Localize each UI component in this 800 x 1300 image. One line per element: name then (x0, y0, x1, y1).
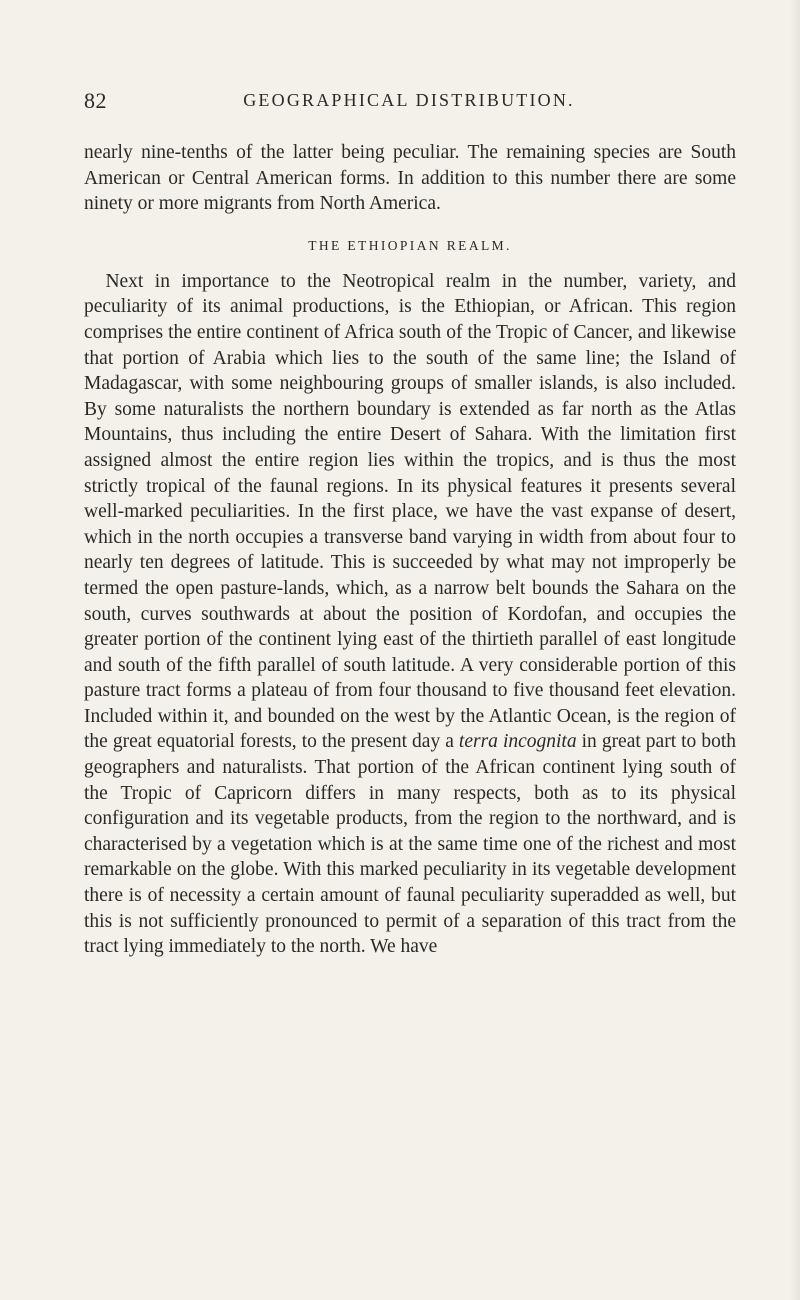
italic-phrase: terra incognita (458, 731, 577, 753)
section-heading: THE ETHIOPIAN REALM. (308, 237, 512, 253)
paragraph-continued: nearly nine-tenths of the latter being peculiar. The remaining species are South American or Central American forms. In addition to this number there are some ninety or more migrants from North America. (84, 142, 736, 215)
running-title: GEOGRAPHICAL DISTRIBUTION. (243, 90, 575, 110)
page-number: 82 (84, 88, 107, 113)
paragraph-text-part-1: Next in importance to the Neotropical realm in the number, variety, and peculiarity of its animal productions, is the Ethiopian, or African. This region comprises the entire continent of Africa south of the Tropic of Cancer, and likewise that portion of Arabia which lies to the south of the same line; the Island of Madagascar, with some neighbouring groups of smaller islands, is also included. By some naturalists the northern boundary is extended as far north as the Atlas Mountains, thus including the entire Desert of Sahara. With the limitation first assigned almost the entire region lies within the tropics, and is thus the most strictly tropical of the faunal regions. In its physical features it presents several well-marked peculiarities. In the first place, we have the vast expanse of desert, which in the north occupies a transverse band varying in width from about four to nearly ten degrees of latitude. This is succeeded by what may not improperly be termed the open pasture-lands, which, as a narrow belt bounds the Sahara on the south, curves southwards at about the position of Kordofan, and occupies the greater portion of the continent lying east of the thirtieth parallel of east longitude and south of the fifth parallel of south latitude. A very considerable portion of this pasture tract forms a plateau of from four thousand to five thousand feet elevation. Included within it, and bounded on the west by the Atlantic Ocean, is the region of the great equatorial forests, to the present day a (84, 270, 736, 753)
running-head (84, 88, 734, 112)
paragraph-text-part-2: in great part to both geographers and naturalists. That portion of the African continent lying south of the Tropic of Capricorn differs in many respects, both as to its physical configuration and its vegetable products, from the region to the northward, and is characterised by a vegetation which is at the same time one of the richest and most remarkable on the globe. With this marked peculiarity in its vegetable development there is of necessity a certain amount of faunal peculiarity superadded as well, but this is not sufficiently pronounced to permit of a separation of this tract from the tract lying immediately to the north. We have (84, 731, 736, 958)
paragraph-ethiopian-realm (84, 269, 736, 960)
body-text (84, 140, 736, 960)
